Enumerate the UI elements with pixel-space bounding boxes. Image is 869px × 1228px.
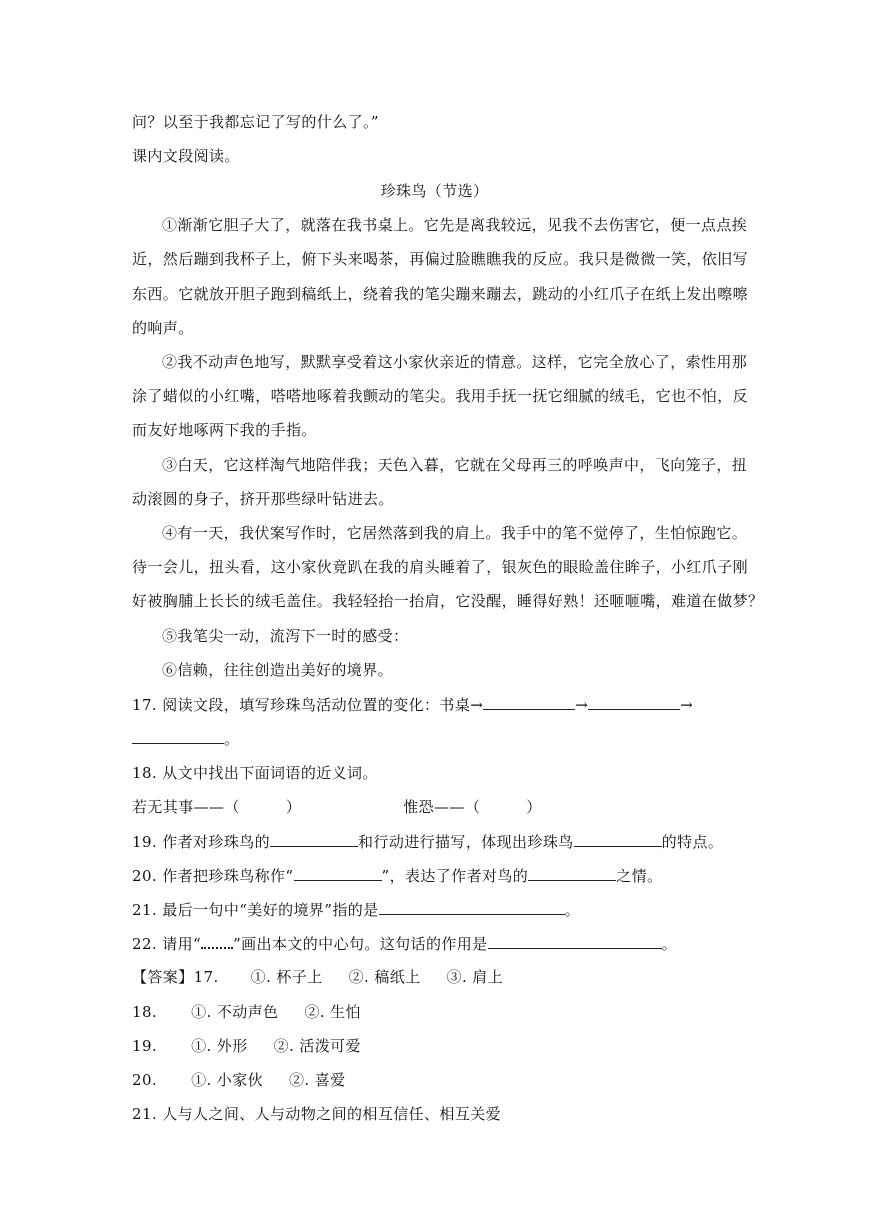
passage-line: ③白天，它这样淘气地陪伴我；天色入暮，它就在父母再三的呼唤声中，飞向笼子，扭: [162, 456, 748, 474]
question-19: [132, 831, 723, 852]
answer-blank[interactable]: [588, 694, 680, 710]
question-22: [132, 933, 677, 954]
question-text: 17. 阅读文段，填写珍珠鸟活动位置的变化：书桌: [132, 696, 471, 714]
answer-19: [132, 1036, 361, 1056]
answer-17: [132, 967, 503, 987]
answer-item: ③. 肩上: [446, 968, 504, 986]
passage-line: 而友好地啄两下我的手指。: [132, 421, 317, 439]
wavy-underline-sample: [201, 934, 233, 949]
answer-number: 20.: [132, 1071, 158, 1089]
question-text: ”，表达了作者对鸟的: [381, 867, 529, 885]
passage-line: ①渐渐它胆子大了，就落在我书桌上。它先是离我较远，见我不去伤害它，便一点点挨: [162, 216, 748, 234]
passage-line: ⑤我笔尖一动，流泻下一时的感受：: [162, 627, 409, 645]
answer-blank[interactable]: [528, 865, 616, 881]
answer-number: 17.: [193, 968, 219, 986]
section-label: 课内文段阅读。: [132, 147, 240, 165]
question-18: 18. 从文中找出下面词语的近义词。: [132, 764, 378, 782]
answer-20: [132, 1070, 346, 1090]
question-text: 19. 作者对珍珠鸟的: [132, 833, 271, 851]
passage-line: ④有一天，我伏案写作时，它居然落到我的肩上。我手中的笔不觉停了，生怕惊跑它。: [162, 524, 748, 542]
question-17-continued: [132, 728, 239, 749]
question-text: ”画出本文的中心句。这句话的作用是: [233, 935, 488, 953]
answer-number: 19.: [132, 1037, 158, 1055]
answer-item: ②. 喜爱: [289, 1071, 346, 1089]
passage-line: 动滚圆的身子，挤开那些绿叶钻进去。: [132, 490, 394, 508]
question-21: [132, 899, 580, 920]
answer-blank[interactable]: [294, 865, 382, 881]
answer-21: 21. 人与人之间、人与动物之间的相互信任、相互关爱: [132, 1105, 502, 1123]
answer-blank[interactable]: [132, 728, 224, 744]
question-18-words: [132, 797, 542, 817]
answer-blank[interactable]: [488, 933, 662, 949]
word-1: 若无其事——（: [132, 798, 240, 816]
passage-line: 东西。它就放开胆子跑到稿纸上，绕着我的笔尖蹦来蹦去，跳动的小红爪子在纸上发出嚓嚓: [132, 285, 749, 303]
answer-item: ①. 小家伙: [191, 1071, 263, 1089]
arrow: →: [470, 696, 484, 714]
answer-blank[interactable]: [574, 831, 662, 847]
passage-line: 好被胸脯上长长的绒毛盖住。我轻轻抬一抬肩，它没醒，睡得好熟！还咂咂嘴，难道在做梦？: [132, 592, 764, 610]
paren-close: ）: [285, 798, 302, 816]
passage-line: ⑥信赖，往往创造出美好的境界。: [162, 661, 394, 679]
answer-item: ①. 不动声色: [191, 1003, 279, 1021]
question-text: 和行动进行描写，体现出珍珠鸟: [358, 833, 574, 851]
answer-item: ②. 生怕: [304, 1003, 361, 1021]
passage-line: 涂了蜡似的小红嘴，嗒嗒地啄着我颤动的笔尖。我用手抚一抚它细腻的绒毛，它也不怕，反: [132, 387, 749, 405]
arrow: →: [575, 696, 589, 714]
answer-blank[interactable]: [483, 694, 575, 710]
question-text: 21. 最后一句中“美好的境界”指的是: [132, 901, 379, 919]
period: 。: [224, 730, 240, 748]
question-20: [132, 865, 662, 886]
question-text: 。: [661, 935, 677, 953]
answer-item: ②. 活泼可爱: [273, 1037, 361, 1055]
answer-item: ①. 杯子上: [250, 968, 323, 986]
answer-item: ②. 稿纸上: [348, 968, 421, 986]
word-2: 惟恐——（: [403, 798, 481, 816]
paren-close: ）: [526, 798, 542, 816]
passage-title: 珍珠鸟（节选）: [380, 182, 489, 200]
answer-18: [132, 1002, 361, 1022]
question-text: 20. 作者把珍珠鸟称作“: [132, 867, 294, 885]
question-17: [132, 694, 693, 715]
passage-line: 待一会儿，扭头看，这小家伙竟趴在我的肩头睡着了，银灰色的眼睑盖住眸子，小红爪子刚: [132, 558, 749, 576]
arrow: →: [680, 696, 694, 714]
answer-blank[interactable]: [270, 831, 358, 847]
previous-passage-end: 问？以至于我都忘记了写的什么了。”: [132, 113, 379, 131]
answer-blank[interactable]: [379, 899, 565, 915]
passage-line: 近，然后蹦到我杯子上，俯下头来喝茶，再偏过脸瞧瞧我的反应。我只是微微一笑，依旧写: [132, 250, 749, 268]
question-text: 的特点。: [661, 833, 724, 851]
passage-line: 的响声。: [132, 319, 194, 337]
passage-line: ②我不动声色地写，默默享受着这小家伙亲近的情意。这样，它完全放心了，索性用那: [162, 353, 748, 371]
question-text: 。: [564, 901, 580, 919]
answer-label: 【答案】: [132, 968, 194, 986]
answer-number: 18.: [132, 1003, 158, 1021]
question-text: 22. 请用“: [132, 935, 202, 953]
question-text: 之情。: [616, 867, 663, 885]
answer-item: ①. 外形: [191, 1037, 248, 1055]
